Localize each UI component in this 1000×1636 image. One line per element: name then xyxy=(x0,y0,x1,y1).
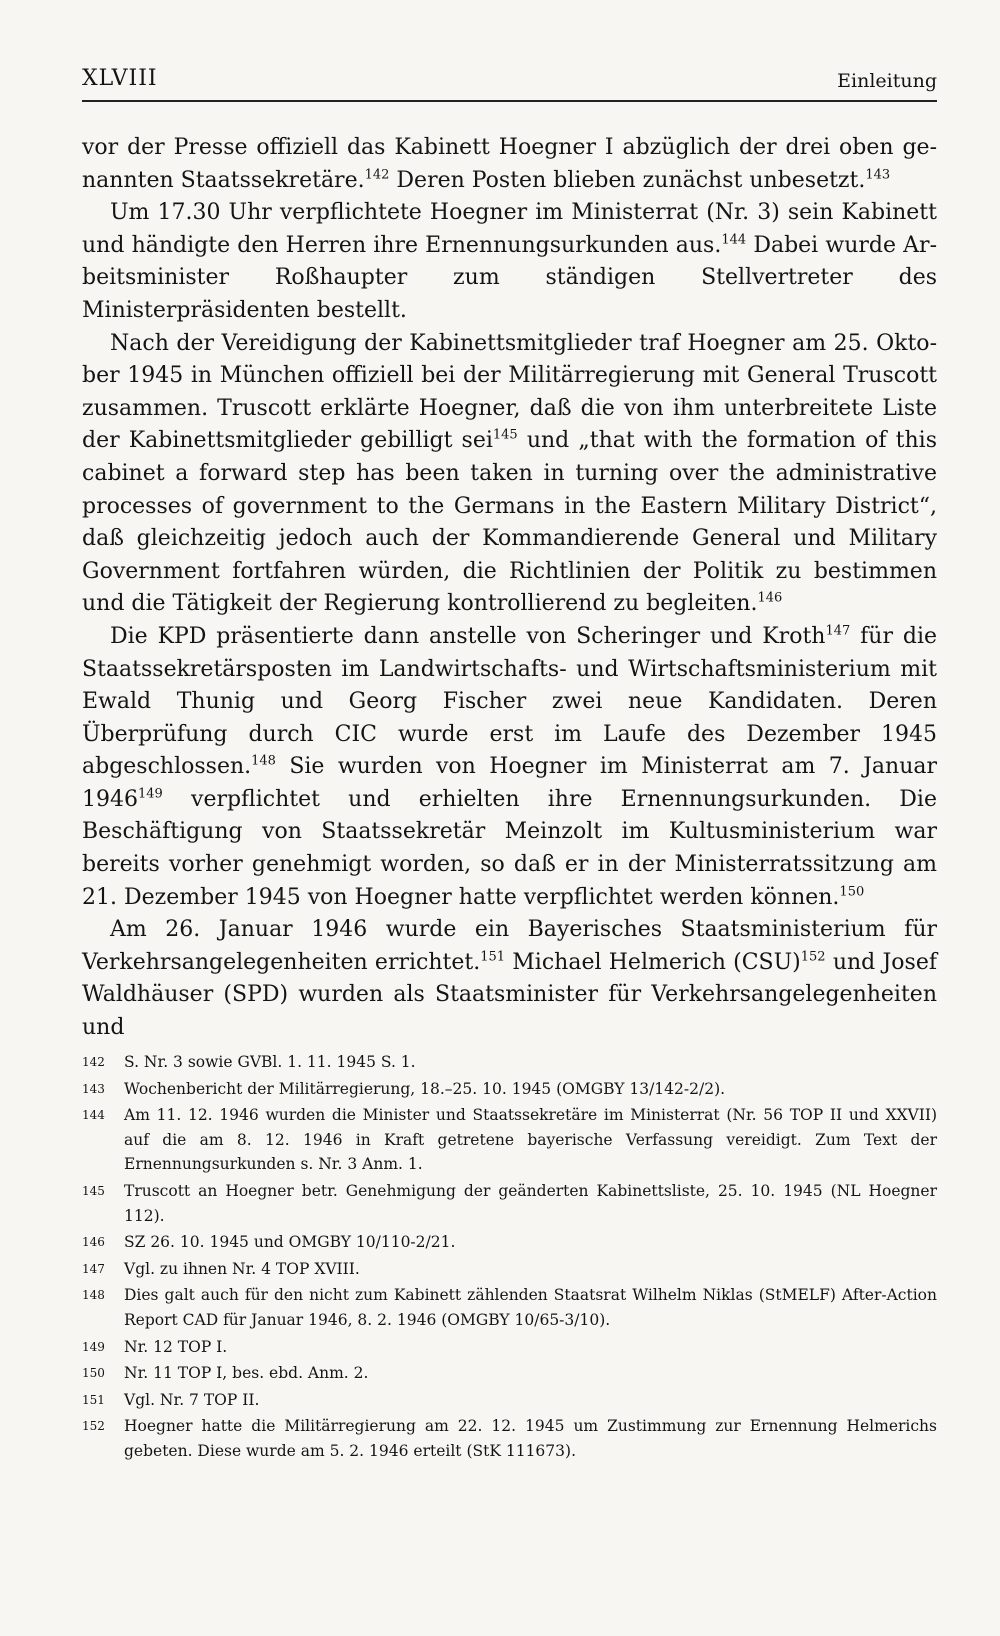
footnote-number: 151 xyxy=(82,1392,105,1407)
footnote-number: 142 xyxy=(82,1055,105,1069)
text-run: vor der Presse offiziell das Kabinett Hoegner I abzüglich der drei oben genannten Staatssekretäre. xyxy=(82,135,937,193)
text-run: und „that with the formation of this cabinet a forward step has been taken in turning over the administrative processes of government to the Germans in the Eastern Military District“, daß gleichzeitig jedoch auch der Kommandierende General und Military Government fortfahren würden, die Richtlinien der Politik zu bestimmen und die Tätigkeit der Regierung kontrollierend zu begleiten. xyxy=(82,428,938,617)
footnote-number: 143 xyxy=(82,1081,105,1096)
text-run: Nach der Vereidigung der Kabinettsmitglieder traf Hoegner am 25. Oktober 1945 in München offiziell bei der Militärregierung mit General Truscott zusammen. Truscott erklärte Hoegner, daß die von ihm unterbreitete Liste der Kabinettsmitglieder gebilligt sei xyxy=(82,330,937,454)
footnote-text: Vgl. zu ihnen Nr. 4 TOP XVIII. xyxy=(124,1259,360,1278)
footnote xyxy=(82,1050,937,1075)
footnote-ref[interactable]: 143 xyxy=(865,167,891,183)
footnote-text: Truscott an Hoegner betr. Genehmigung der geänderten Kabinettsliste, 25. 10. 1945 (NL Hoegner 112). xyxy=(124,1181,937,1225)
text-run: Michael Helmerich (CSU) xyxy=(505,949,801,975)
text-run: Sie wurden von Hoegner im Ministerrat am 7. Januar 1946 xyxy=(82,754,937,812)
body-text xyxy=(82,132,937,1045)
text-run: und Josef Waldhäuser (SPD) wurden als Staatsminister für Verkehrsangelegenheiten und xyxy=(82,949,938,1041)
paragraph xyxy=(82,621,937,914)
text-run: Dabei wurde Arbeitsminister Roßhaupter zum ständigen Stellvertreter des Ministerpräsidenten bestellt. xyxy=(82,232,938,323)
footnote xyxy=(82,1414,937,1463)
footnote-text: Vgl. Nr. 7 TOP II. xyxy=(124,1390,260,1409)
footnote-ref[interactable]: 149 xyxy=(138,786,163,802)
footnote xyxy=(82,1388,937,1413)
text-run: verpflichtet und erhielten ihre Ernennungsurkunden. Die Beschäftigung von Staatssekretär Meinzolt im Kultusministerium war bereits vorher genehmigt worden, so daß er in der Ministerratssitzung am 21. Dezember 1945 von Hoegner hatte verpflichtet werden können. xyxy=(82,786,937,910)
footnote-ref[interactable]: 148 xyxy=(251,753,276,769)
footnote-ref[interactable]: 147 xyxy=(825,623,851,639)
footnote-text: Wochenbericht der Militärregierung, 18.–25. 10. 1945 (OMGBY 13/142-2/2). xyxy=(124,1079,726,1098)
footnote-text: SZ 26. 10. 1945 und OMGBY 10/110-2/21. xyxy=(124,1233,456,1252)
footnote-number: 148 xyxy=(82,1288,105,1303)
footnote-text: Hoegner hatte die Militärregierung am 22. 12. 1945 um Zustimmung zur Ernennung Helmerichs gebeten. Diese wurde am 5. 2. 1946 erteilt (StK 111673). xyxy=(124,1417,937,1460)
footnote-ref[interactable]: 150 xyxy=(839,884,865,900)
footnote xyxy=(82,1230,937,1255)
footnote xyxy=(82,1077,937,1102)
footnote-number: 145 xyxy=(82,1183,105,1198)
text-run: Deren Posten blieben zunächst unbesetzt. xyxy=(389,167,866,193)
footnote-ref[interactable]: 144 xyxy=(721,232,747,248)
footnote xyxy=(82,1361,937,1386)
footnote-number: 144 xyxy=(82,1108,105,1123)
footnote-text: Dies galt auch für den nicht zum Kabinett zählenden Staatsrat Wilhelm Niklas (StMELF) After-Action Report CAD für Januar 1946, 8. 2. 1946 (OMGBY 10/65-3/10). xyxy=(124,1286,937,1329)
paragraph xyxy=(82,197,937,327)
page-number: XLVIII xyxy=(82,66,158,91)
footnote xyxy=(82,1283,937,1332)
footnote-text: Nr. 12 TOP I. xyxy=(124,1337,228,1356)
text-run: Am 26. Januar 1946 wurde ein Bayerisches Staatsministerium für Verkehrsangelegenheiten errichtet. xyxy=(82,917,937,975)
footnote-ref[interactable]: 142 xyxy=(364,167,390,183)
footnotes xyxy=(82,1050,937,1466)
footnote-number: 146 xyxy=(82,1235,105,1250)
paragraph xyxy=(82,328,937,621)
footnote-text: Nr. 11 TOP I, bes. ebd. Anm. 2. xyxy=(124,1364,369,1383)
running-header xyxy=(82,64,937,102)
footnote-number: 149 xyxy=(82,1339,105,1354)
footnote-text: S. Nr. 3 sowie GVBl. 1. 11. 1945 S. 1. xyxy=(124,1053,416,1071)
paragraph xyxy=(82,132,937,197)
footnote xyxy=(82,1335,937,1360)
text-run: Die KPD präsentierte dann anstelle von Scheringer und Kroth xyxy=(110,623,826,649)
footnote xyxy=(82,1179,937,1228)
footnote xyxy=(82,1257,937,1282)
footnote xyxy=(82,1103,937,1177)
footnote-ref[interactable]: 151 xyxy=(480,949,506,965)
footnote-number: 150 xyxy=(82,1366,105,1381)
footnote-number: 152 xyxy=(82,1419,105,1434)
text-run: für die Staatssekretärsposten im Landwirtschafts- und Wirtschaftsministerium mit Ewald Thunig und Georg Fischer zwei neue Kandidaten. Deren Überprüfung durch CIC wurde erst im Laufe des Dezember 1945 abgeschlossen. xyxy=(82,623,938,780)
footnote-ref[interactable]: 146 xyxy=(757,590,783,606)
paragraph xyxy=(82,914,937,1044)
footnote-ref[interactable]: 145 xyxy=(492,428,518,444)
footnote-ref[interactable]: 152 xyxy=(800,949,826,965)
text-run: Um 17.30 Uhr verpflichtete Hoegner im Ministerrat (Nr. 3) sein Kabinett und händigte den Herren ihre Ernennungsurkunden aus. xyxy=(82,200,937,258)
footnote-text: Am 11. 12. 1946 wurden die Minister und Staatssekretäre im Ministerrat (Nr. 56 TOP II und XXVII) auf die am 8. 12. 1946 in Kraft getretene bayerische Verfassung vereidigt. Zum Text der Ernennungsurkunden s. Nr. 3 Anm. 1. xyxy=(124,1106,937,1174)
section-title: Einleitung xyxy=(837,70,937,92)
footnote-number: 147 xyxy=(82,1261,105,1276)
